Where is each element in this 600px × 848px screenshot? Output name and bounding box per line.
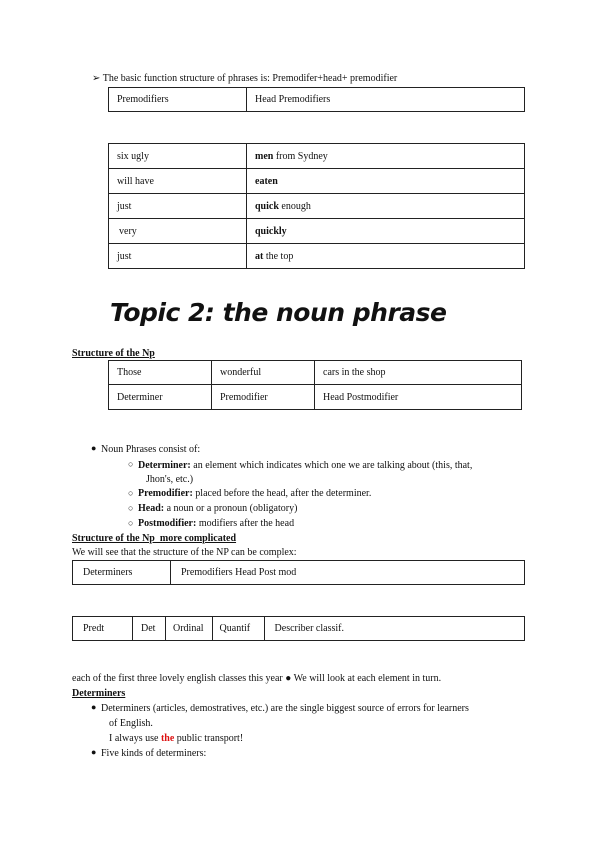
table-cell [247,194,525,219]
table-row [109,194,525,219]
table-cell: Describer classif. [264,617,524,641]
np-structure-table [108,360,522,410]
circle-bullet-icon: ○ [128,518,134,528]
intro-line [92,73,397,84]
head-word: quickly [255,225,287,237]
table-row [109,169,525,194]
determiners-structure-table [72,560,525,585]
bullet-dot-icon: ● [91,747,97,757]
table-cell: just [109,194,247,219]
determiners-bullet-2: Five kinds of determiners: [101,748,207,759]
table-row [109,144,525,169]
example-text: I always use [109,733,161,744]
table-cell: Premodifiers [109,88,247,112]
head-word: at [255,250,264,262]
intro-text: The basic function structure of phrases is: Premodifer+head+ premodifier [102,73,398,84]
table-row [109,361,522,385]
np-structure-heading: Structure of the Np [72,348,155,359]
determiner-types-table [72,616,525,641]
complex-line: We will see that the structure of the NP can be complex: [72,547,297,558]
term-head: Head: [138,503,165,514]
page-title: Topic 2: the noun phrase [110,298,447,327]
highlighted-word: the [160,733,175,744]
circle-bullet-icon: ○ [128,503,134,513]
table-cell: Ordinal [166,617,213,641]
definition-continuation: Jhon's, etc.) [146,474,194,485]
list-item [138,488,371,499]
definition-text: a noun or a pronoun (obligatory) [164,503,298,514]
definition-text: an element which indicates which one we are talking about (this, that, [190,460,473,471]
bullet-dot-icon: ● [91,443,97,453]
term-determiner: Determiner: [138,460,191,471]
table-cell: Determiners [73,561,171,585]
table-cell: six ugly [109,144,247,169]
complex-heading: Structure of the Np more complicated [72,533,237,544]
table-cell: Predt [73,617,133,641]
list-item [138,459,528,473]
list-item [138,503,297,514]
table-cell: Head Premodifiers [247,88,525,112]
table-row [109,219,525,244]
table-cell: very [109,219,247,244]
circle-bullet-icon: ○ [128,488,134,498]
definition-text: placed before the head, after the determiner. [192,488,372,499]
table-row [109,244,525,269]
example-line: each of the first three lovely english classes this year ● We will look at each element in turn. [72,673,442,684]
table-cell: Head Postmodifier [315,385,522,410]
determiners-bullet-1-cont: of English. [109,718,153,729]
table-cell [247,244,525,269]
bullet-dot-icon: ● [91,702,97,712]
table-cell: wonderful [212,361,315,385]
determiners-heading: Determiners [72,688,126,699]
table-row [73,617,525,641]
example-text: public transport! [174,733,244,744]
head-word: men [255,150,274,162]
table-cell: will have [109,169,247,194]
table-cell [247,169,525,194]
list-item [138,518,294,529]
table-cell: Quantif [212,617,264,641]
head-word: quick [255,200,279,212]
table-cell [247,144,525,169]
definition-text: modifiers after the head [196,518,295,529]
table-row [73,561,525,585]
example-sentence [109,733,243,744]
circle-bullet-icon: ○ [128,459,134,469]
term-premodifier: Premodifier: [138,488,193,499]
np-consists-intro: Noun Phrases consist of: [101,444,201,455]
table-cell: Premodifier [212,385,315,410]
table-cell: Det [133,617,166,641]
table-cell: Determiner [109,385,212,410]
table-row [109,385,522,410]
table-cell [247,219,525,244]
determiners-bullet-1: Determiners (articles, demostratives, etc.) are the single biggest source of errors for learners [101,703,469,714]
function-structure-table [108,87,525,112]
arrow-bullet-icon: ➢ [92,73,101,84]
rest-text: from Sydney [273,150,328,162]
table-cell: cars in the shop [315,361,522,385]
rest-text: enough [278,200,311,212]
examples-table [108,143,525,269]
rest-text: the top [263,250,294,262]
term-postmodifier: Postmodifier: [138,518,197,529]
table-cell: Those [109,361,212,385]
table-cell: just [109,244,247,269]
head-word: eaten [255,175,278,187]
table-cell: Premodifiers Head Post mod [171,561,525,585]
